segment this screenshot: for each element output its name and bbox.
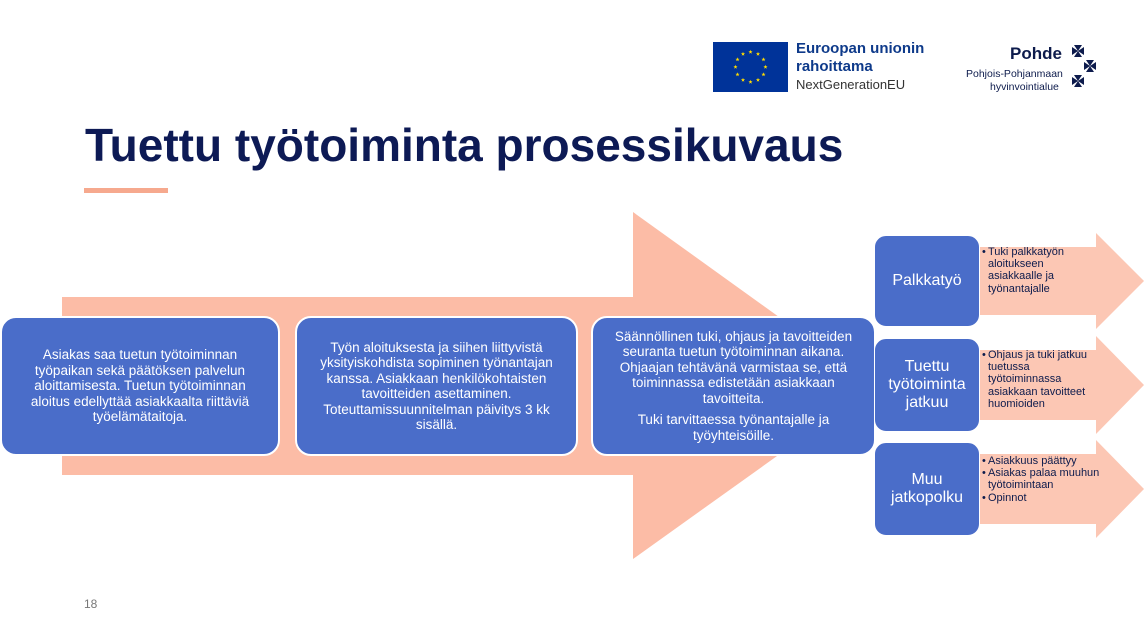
eu-line3: NextGenerationEU <box>796 77 906 92</box>
outcome-label-tuettu: Tuettu työtoiminta jatkuu <box>874 338 980 432</box>
outcome-bullets-3 <box>982 455 1100 504</box>
page-number: 18 <box>84 597 98 611</box>
outcome-3-bullet-2: • Asiakas palaa muuhun työtoimintaan <box>982 467 1100 491</box>
pohde-sub2: hyvinvointialue <box>990 81 1059 93</box>
outcome-1-bullet-1: • Tuki palkkatyön aloitukseen asiakkaalle ja työnantajalle <box>982 246 1100 295</box>
outcome-label-palkkatyo: Palkkatyö <box>874 235 980 327</box>
process-step-1 <box>0 316 280 456</box>
outcome-3-bullet-3: • Opinnot <box>982 492 1100 504</box>
outcome-label-muu: Muu jatkopolku <box>874 442 980 536</box>
eu-line2: rahoittama <box>796 58 873 75</box>
pohde-name: Pohde <box>1010 44 1062 63</box>
slide-title: Tuettu työtoiminta prosessikuvaus <box>85 119 844 171</box>
outcome-3-bullet-1: • Asiakkuus päättyy <box>982 455 1100 467</box>
process-step-2 <box>295 316 578 456</box>
outcome-2-bullet-1: • Ohjaus ja tuki jatkuu tuetussa työtoiminnassa asiakkaan tavoitteet huomioiden <box>982 349 1100 410</box>
eu-line1: Euroopan unionin <box>796 40 925 57</box>
outcome-bullets-1 <box>982 246 1100 295</box>
outcome-bullets-2 <box>982 349 1100 410</box>
process-step-2-text: Työn aloituksesta ja siihen liittyvistä yksityiskohdista sopiminen työnantajan kanssa. Asiakkaan henkilökohtaisten tavoitteiden asettaminen. Toteuttamissuunnitelman päivitys 3 kk sisällä. <box>320 339 553 432</box>
pohde-sub1: Pohjois-Pohjanmaan <box>966 68 1063 80</box>
process-step-3 <box>591 316 876 456</box>
process-step-1-text: Asiakas saa tuetun työtoiminnan työpaikan sekä päätöksen palvelun aloittamisesta. Tuetun työtoiminnan aloitus edellyttää asiakkaalta riittäviä työelämätaitoja. <box>30 347 250 425</box>
process-step-3-text: Säännöllinen tuki, ohjaus ja tavoitteiden seuranta tuetun työtoiminnan aikana. Ohjaajan tehtävänä varmistaa se, että toiminnassa edistetään asiakkaan tavoitteita. <box>614 328 853 406</box>
process-step-3-text-2: Tuki tarvittaessa työnantajalle ja työyhteisöille. <box>637 412 830 443</box>
